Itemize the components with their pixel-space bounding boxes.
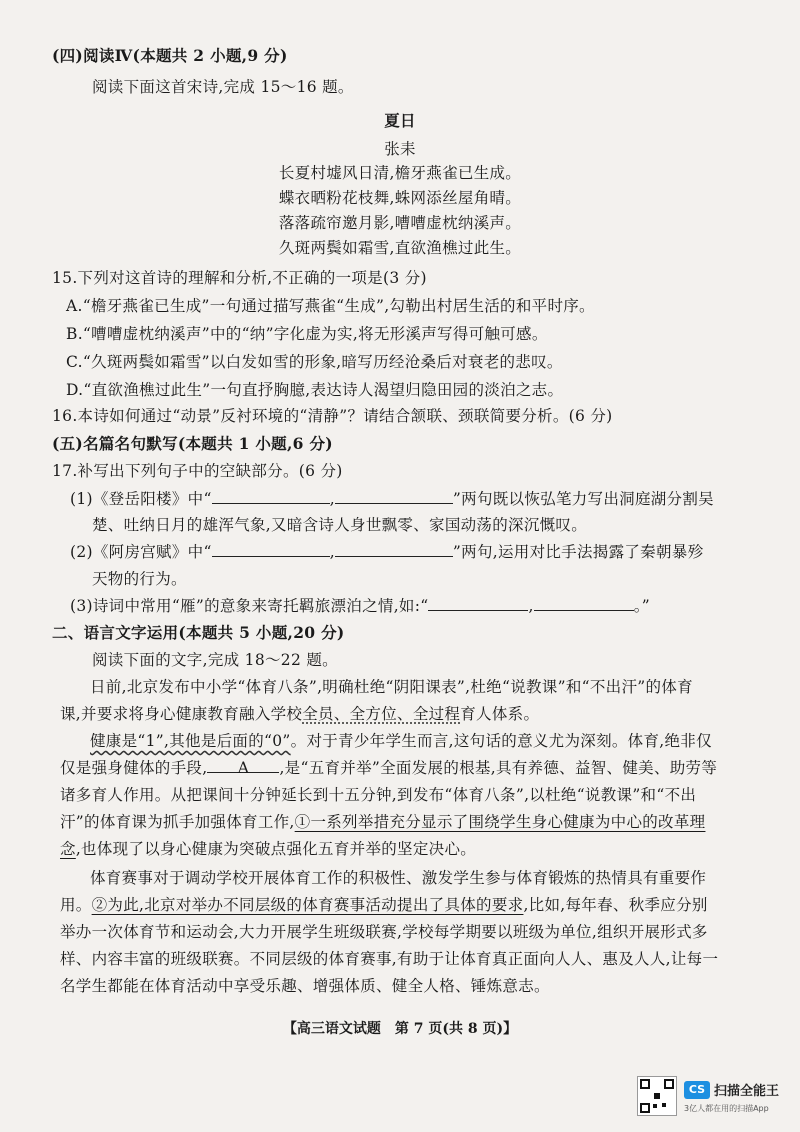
passage-text: 课,并要求将身心健康教育融入学校	[60, 705, 303, 723]
passage-text: ,是“五育并举”全面发展的根基,具有养德、益智、健美、助劳等	[279, 759, 718, 777]
poem-line-3: 落落疏帘邀月影,嘈嘈虚枕纳溪声。	[278, 214, 522, 232]
poem-line-4: 久斑两鬓如霜雪,直欲渔樵过此生。	[278, 239, 522, 257]
passage-underlined-sentence-2: ②为此,北京对举办不同层级的体育赛事活动提出了具体的要求	[91, 896, 524, 914]
q17-1-prefix: (1)《登岳阳楼》中“	[70, 490, 212, 508]
passage-line-9	[60, 895, 708, 915]
camscanner-name: 扫描全能王	[714, 1084, 780, 1099]
q15-option-b: B.“嘈嘈虚枕纳溪声”中的“纳”字化虚为实,将无形溪声写得可触可感。	[66, 325, 548, 343]
q17-item-2	[70, 542, 703, 562]
camscanner-logo-icon: CS	[684, 1081, 710, 1099]
passage-text: 汗”的体育课为抓手加强体育工作,	[60, 813, 295, 831]
answer-blank[interactable]	[428, 596, 528, 611]
q16-stem: 16.本诗如何通过“动景”反衬环境的“清静”？请结合颔联、颈联简要分析。(6 分)	[52, 407, 613, 425]
passage-underlined-sentence-1: ①一系列举措充分显示了围绕学生身心健康为中心的改革理	[294, 813, 706, 831]
qr-code-icon	[637, 1076, 677, 1116]
page-footer: 【高三语文试题 第 7 页(共 8 页)】	[282, 1021, 518, 1037]
poem-title: 夏日	[384, 111, 416, 130]
passage-wavy-text: 健康是“1”,其他是后面的“0”	[90, 732, 291, 750]
camscanner-tagline: 3亿人都在用的扫描App	[684, 1104, 769, 1113]
q17-2-prefix: (2)《阿房宫赋》中“	[70, 543, 212, 561]
q15-option-c: C.“久斑两鬓如霜雪”以白发如雪的形象,暗写历经沧桑后对衰老的悲叹。	[66, 353, 563, 371]
q17-item-1	[70, 489, 714, 509]
passage-line-8: 体育赛事对于调动学校开展体育工作的积极性、激发学生参与体育锻炼的热情具有重要作	[90, 869, 707, 887]
q15-stem: 15.下列对这首诗的理解和分析,不正确的一项是(3 分)	[52, 269, 427, 287]
passage-dotted-text: 全员、全方位、全过程	[302, 705, 461, 723]
passage-line-5: 诸多育人作用。从把课间十分钟延长到十五分钟,到发布“体育八条”,以杜绝“说教课”和“不出	[60, 786, 697, 804]
passage-line-1: 日前,北京发布中小学“体育八条”,明确杜绝“阴阳课表”,杜绝“说教课”和“不出汗”的体育	[90, 678, 693, 696]
q17-stem: 17.补写出下列句子中的空缺部分。(6 分)	[52, 462, 343, 480]
q17-1-suffix: ”两句既以恢弘笔力写出洞庭湖分割吴	[452, 490, 714, 508]
part-2-header: 二、语言文字运用(本题共 5 小题,20 分)	[52, 623, 345, 642]
q17-item-3	[70, 596, 650, 616]
q17-3-prefix: (3)诗词中常用“雁”的意象来寄托羁旅漂泊之情,如:“	[70, 597, 429, 615]
passage-text: 。对于青少年学生而言,这句话的意义尤为深刻。体育,绝非仅	[290, 732, 712, 750]
poem-author: 张耒	[384, 140, 416, 158]
q17-2-suffix: ”两句,运用对比手法揭露了秦朝暴殄	[452, 543, 704, 561]
passage-text: 育人体系。	[460, 705, 540, 723]
q15-option-d: D.“直欲渔樵过此生”一句直抒胸臆,表达诗人渴望归隐田园的淡泊之志。	[66, 381, 564, 399]
q17-item-2-cont: 天物的行为。	[92, 570, 187, 588]
q17-1-comma: ,	[329, 490, 335, 508]
passage-text: ,也体现了以身心健康为突破点强化五育并举的坚定决心。	[75, 840, 477, 858]
passage-line-7	[60, 839, 476, 859]
poem-line-1: 长夏村墟风日清,檐牙燕雀已生成。	[278, 164, 522, 182]
passage-line-2	[60, 704, 539, 724]
passage-text: 用。	[60, 896, 92, 914]
answer-blank[interactable]	[534, 596, 634, 611]
answer-blank[interactable]	[212, 489, 330, 504]
q17-3-suffix: 。”	[633, 597, 650, 615]
q17-3-comma: ,	[528, 597, 534, 615]
answer-blank[interactable]	[335, 542, 453, 557]
passage-underlined-sentence-1-end: 念	[60, 840, 76, 858]
poem-line-2: 蝶衣晒粉花枝舞,蛛网添丝屋角晴。	[278, 189, 522, 207]
section-5-header: (五)名篇名句默写(本题共 1 小题,6 分)	[52, 434, 333, 453]
passage-text: 仅是强身健体的手段,	[60, 759, 208, 777]
passage-line-4	[60, 758, 717, 778]
part-2-intro: 阅读下面的文字,完成 18～22 题。	[92, 651, 338, 669]
section-4-intro: 阅读下面这首宋诗,完成 15～16 题。	[92, 78, 354, 96]
passage-line-11: 样、内容丰富的班级联赛。不同层级的体育赛事,有助于让体育真正面向人人、惠及人人,让每一	[60, 950, 719, 968]
passage-line-6	[60, 812, 705, 832]
passage-line-12: 名学生都能在体育活动中享受乐趣、增强体质、健全人格、锤炼意志。	[60, 977, 550, 995]
passage-line-3	[90, 731, 712, 751]
q17-2-comma: ,	[329, 543, 335, 561]
answer-blank[interactable]	[212, 542, 330, 557]
answer-blank[interactable]	[335, 489, 453, 504]
passage-line-10: 举办一次体育节和运动会,大力开展学生班级联赛,学校每学期要以班级为单位,组织开展形式多	[60, 923, 708, 941]
q17-item-1-cont: 楚、吐纳日月的雄浑气象,又暗含诗人身世飘零、家国动荡的深沉慨叹。	[92, 516, 588, 534]
blank-a[interactable]: A	[207, 758, 279, 773]
section-4-header: (四)阅读Ⅳ(本题共 2 小题,9 分)	[52, 46, 288, 65]
passage-text: ,比如,每年春、秋季应分别	[523, 896, 708, 914]
q15-option-a: A.“檐牙燕雀已生成”一句通过描写燕雀“生成”,勾勒出村居生活的和平时序。	[66, 297, 595, 315]
